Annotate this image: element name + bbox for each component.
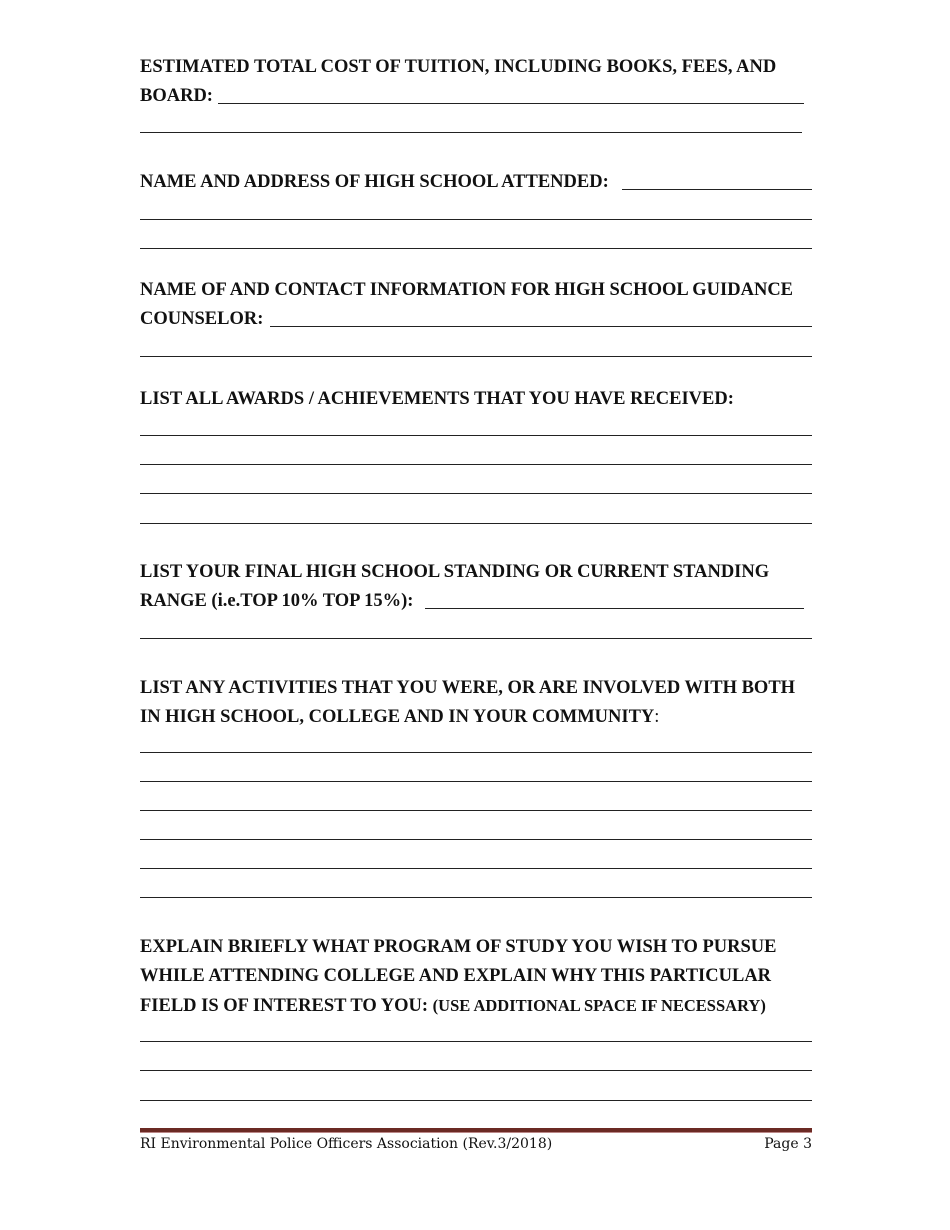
tuition-label: ESTIMATED TOTAL COST OF TUITION, INCLUDING BOOKS, FEES, AND BOARD: <box>140 57 777 106</box>
high-school-answer-line-3[interactable] <box>140 248 812 249</box>
activities-answer-line-4[interactable] <box>140 839 812 840</box>
activities-answer-line-6[interactable] <box>140 897 812 898</box>
tuition-answer-line-1[interactable] <box>218 103 804 104</box>
high-school-section <box>140 168 812 197</box>
awards-answer-line-1[interactable] <box>140 435 812 436</box>
activities-answer-line-1[interactable] <box>140 752 812 753</box>
standing-answer-line-2[interactable] <box>140 638 812 639</box>
activities-answer-line-2[interactable] <box>140 781 812 782</box>
tuition-answer-line-2[interactable] <box>140 132 802 133</box>
high-school-answer-line-2[interactable] <box>140 219 812 220</box>
footer-organization: RI Environmental Police Officers Association (Rev.3/2018) <box>140 1136 553 1152</box>
awards-answer-line-2[interactable] <box>140 464 812 465</box>
standing-label: LIST YOUR FINAL HIGH SCHOOL STANDING OR CURRENT STANDING RANGE (i.e.TOP 10% TOP 15%): <box>140 562 770 611</box>
program-answer-line-1[interactable] <box>140 1041 812 1042</box>
high-school-answer-line-1[interactable] <box>622 189 812 190</box>
counselor-answer-line-1[interactable] <box>270 326 812 327</box>
standing-answer-line-1[interactable] <box>425 608 804 609</box>
form-page <box>140 0 812 1230</box>
footer-page-number: Page 3 <box>764 1136 812 1152</box>
counselor-answer-line-2[interactable] <box>140 356 812 357</box>
activities-section <box>140 674 812 732</box>
program-note: (USE ADDITIONAL SPACE IF NECESSARY) <box>432 996 766 1015</box>
activities-answer-line-5[interactable] <box>140 868 812 869</box>
high-school-label: NAME AND ADDRESS OF HIGH SCHOOL ATTENDED: <box>140 172 609 192</box>
activities-label: LIST ANY ACTIVITIES THAT YOU WERE, OR ARE INVOLVED WITH BOTH IN HIGH SCHOOL, COLLEGE AND IN YOUR COMMUNITY: <box>140 678 796 727</box>
program-label: EXPLAIN BRIEFLY WHAT PROGRAM OF STUDY YOU WISH TO PURSUE WHILE ATTENDING COLLEGE AND EXPLAIN WHY THIS PARTICULAR FIELD IS OF INTEREST TO YOU: (USE ADDITIONAL SPACE IF NECESSARY) <box>140 937 777 1016</box>
program-section <box>140 933 812 1021</box>
activities-answer-line-3[interactable] <box>140 810 812 811</box>
awards-answer-line-4[interactable] <box>140 523 812 524</box>
counselor-label: NAME OF AND CONTACT INFORMATION FOR HIGH SCHOOL GUIDANCE COUNSELOR: <box>140 280 794 329</box>
awards-label: LIST ALL AWARDS / ACHIEVEMENTS THAT YOU HAVE RECEIVED: <box>140 389 734 409</box>
awards-answer-line-3[interactable] <box>140 493 812 494</box>
footer-divider <box>140 1128 812 1133</box>
program-answer-line-3[interactable] <box>140 1100 812 1101</box>
program-answer-line-2[interactable] <box>140 1070 812 1071</box>
awards-section <box>140 385 812 414</box>
